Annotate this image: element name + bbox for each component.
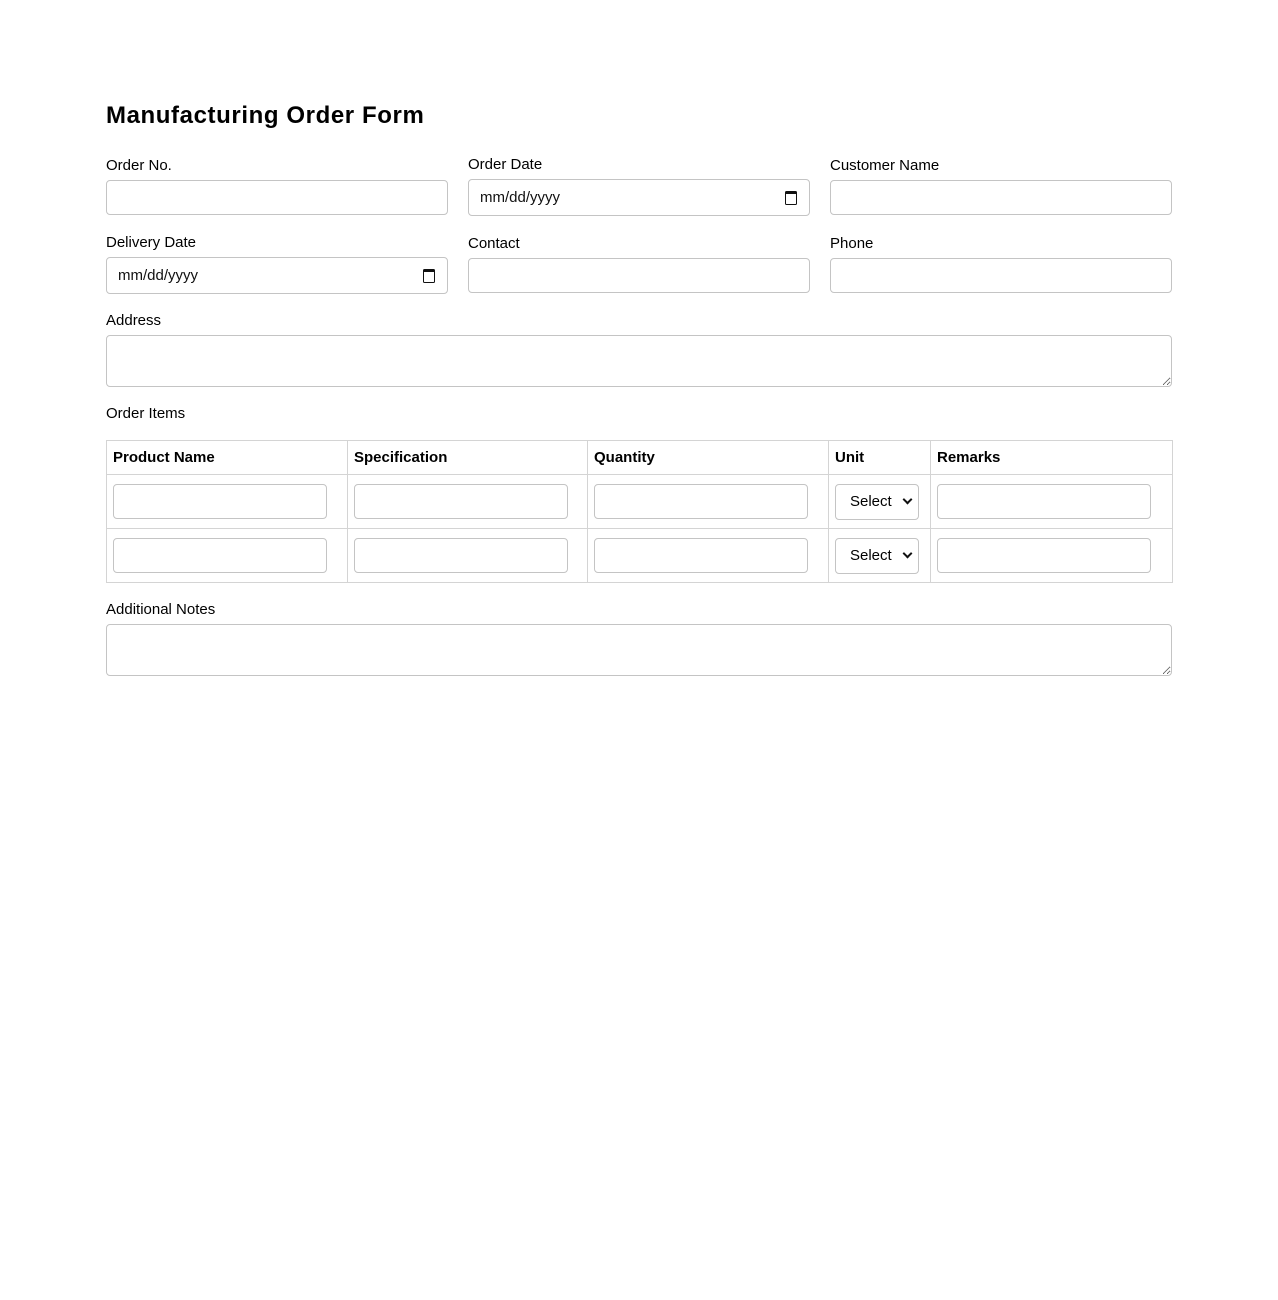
phone-input[interactable] [830, 258, 1172, 293]
order-no-label: Order No. [106, 157, 172, 174]
calendar-icon[interactable] [785, 191, 797, 205]
column-header-unit: Unit [829, 441, 931, 475]
contact-label: Contact [468, 235, 520, 252]
delivery-date-input[interactable] [106, 257, 448, 294]
column-header-remarks: Remarks [931, 441, 1173, 475]
table-row [107, 475, 1173, 529]
address-label: Address [106, 312, 162, 329]
specification-input[interactable] [354, 538, 568, 573]
order-items-table-wrap [106, 440, 1172, 583]
specification-input[interactable] [354, 484, 568, 519]
unit-select-value: Select [850, 493, 892, 510]
unit-select-value: Select [850, 547, 892, 564]
quantity-input[interactable] [594, 538, 808, 573]
remarks-input[interactable] [937, 538, 1151, 573]
customer-name-input[interactable] [830, 180, 1172, 215]
calendar-icon[interactable] [423, 269, 435, 283]
contact-input[interactable] [468, 258, 810, 293]
address-textarea[interactable] [106, 335, 1172, 387]
order-date-value: mm/dd/yyyy [480, 189, 561, 206]
remarks-input[interactable] [937, 484, 1151, 519]
product-name-input[interactable] [113, 484, 327, 519]
additional-notes-label: Additional Notes [106, 601, 216, 618]
delivery-date-label: Delivery Date [106, 234, 197, 251]
order-no-input[interactable] [106, 180, 448, 215]
chevron-down-icon [903, 549, 913, 559]
table-header-row [107, 441, 1173, 475]
phone-label: Phone [830, 235, 874, 252]
order-items-label: Order Items [106, 405, 186, 422]
column-header-specification: Specification [348, 441, 588, 475]
unit-select[interactable] [835, 538, 919, 574]
table-row [107, 529, 1173, 583]
quantity-input[interactable] [594, 484, 808, 519]
order-items-table [106, 440, 1173, 583]
chevron-down-icon [903, 495, 913, 505]
order-date-input[interactable] [468, 179, 810, 216]
additional-notes-textarea[interactable] [106, 624, 1172, 676]
customer-name-label: Customer Name [830, 157, 940, 174]
delivery-date-value: mm/dd/yyyy [118, 267, 199, 284]
page-title: Manufacturing Order Form [106, 102, 425, 129]
order-date-label: Order Date [468, 156, 543, 173]
column-header-product-name: Product Name [107, 441, 348, 475]
unit-select[interactable] [835, 484, 919, 520]
column-header-quantity: Quantity [588, 441, 829, 475]
product-name-input[interactable] [113, 538, 327, 573]
